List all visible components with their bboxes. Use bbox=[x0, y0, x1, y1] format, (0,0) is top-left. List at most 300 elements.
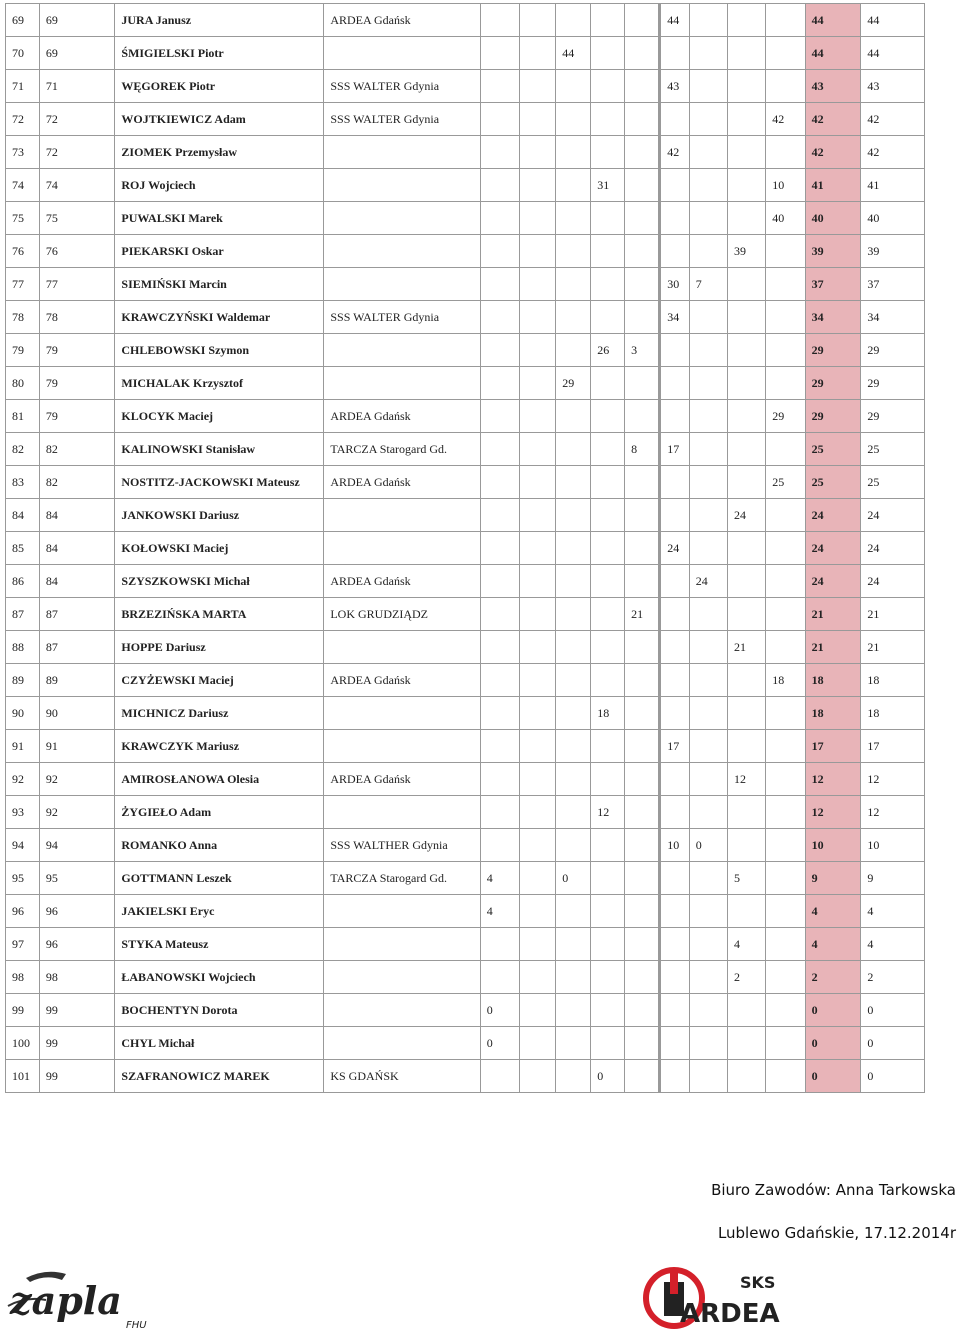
table-cell: 76 bbox=[6, 235, 40, 268]
table-cell bbox=[480, 664, 519, 697]
table-cell: 21 bbox=[805, 598, 861, 631]
table-cell bbox=[480, 202, 519, 235]
table-cell bbox=[661, 631, 689, 664]
table-cell bbox=[727, 664, 765, 697]
table-cell: 44 bbox=[805, 4, 861, 37]
table-cell: 96 bbox=[6, 895, 40, 928]
table-cell: 25 bbox=[861, 466, 925, 499]
table-cell bbox=[520, 136, 556, 169]
table-cell: SSS WALTER Gdynia bbox=[324, 103, 480, 136]
table-cell: 37 bbox=[805, 268, 861, 301]
table-cell: 96 bbox=[39, 928, 114, 961]
table-cell bbox=[556, 1027, 591, 1060]
table-row bbox=[6, 499, 925, 532]
table-cell: 74 bbox=[6, 169, 40, 202]
table-cell bbox=[766, 4, 805, 37]
table-cell: 42 bbox=[766, 103, 805, 136]
table-cell bbox=[661, 202, 689, 235]
table-cell: ZIOMEK Przemysław bbox=[115, 136, 324, 169]
table-cell bbox=[324, 37, 480, 70]
table-cell bbox=[625, 697, 659, 730]
table-cell: 12 bbox=[805, 796, 861, 829]
zapla-logo-sub: FHU bbox=[126, 1320, 147, 1330]
table-cell bbox=[689, 796, 727, 829]
table-cell: 42 bbox=[805, 136, 861, 169]
table-cell bbox=[625, 994, 659, 1027]
table-row bbox=[6, 862, 925, 895]
table-cell: TARCZA Starogard Gd. bbox=[324, 862, 480, 895]
table-cell bbox=[661, 664, 689, 697]
table-cell: 71 bbox=[39, 70, 114, 103]
table-cell bbox=[591, 829, 625, 862]
table-cell bbox=[520, 169, 556, 202]
table-cell: 87 bbox=[39, 631, 114, 664]
table-cell bbox=[689, 730, 727, 763]
table-cell: 34 bbox=[805, 301, 861, 334]
table-cell bbox=[727, 1027, 765, 1060]
table-cell bbox=[480, 565, 519, 598]
table-cell: 44 bbox=[861, 37, 925, 70]
table-cell bbox=[324, 796, 480, 829]
table-cell: 7 bbox=[689, 268, 727, 301]
table-cell: 12 bbox=[727, 763, 765, 796]
table-cell: WOJTKIEWICZ Adam bbox=[115, 103, 324, 136]
table-cell: 87 bbox=[6, 598, 40, 631]
table-cell bbox=[727, 466, 765, 499]
table-cell: 24 bbox=[861, 565, 925, 598]
table-cell bbox=[689, 433, 727, 466]
table-cell bbox=[625, 961, 659, 994]
table-cell: 4 bbox=[861, 928, 925, 961]
table-cell: 99 bbox=[39, 1060, 114, 1093]
table-cell bbox=[556, 631, 591, 664]
table-cell bbox=[591, 565, 625, 598]
table-cell: ARDEA Gdańsk bbox=[324, 664, 480, 697]
table-cell bbox=[591, 367, 625, 400]
table-cell: ŁABANOWSKI Wojciech bbox=[115, 961, 324, 994]
table-cell bbox=[480, 796, 519, 829]
table-cell bbox=[661, 928, 689, 961]
table-cell bbox=[591, 136, 625, 169]
table-cell bbox=[766, 499, 805, 532]
table-cell bbox=[324, 532, 480, 565]
table-cell bbox=[689, 928, 727, 961]
table-cell bbox=[661, 400, 689, 433]
table-cell: 25 bbox=[861, 433, 925, 466]
table-cell bbox=[591, 466, 625, 499]
table-cell bbox=[689, 334, 727, 367]
table-cell bbox=[520, 1027, 556, 1060]
table-cell: 42 bbox=[805, 103, 861, 136]
table-cell: 39 bbox=[727, 235, 765, 268]
table-cell bbox=[625, 169, 659, 202]
table-cell bbox=[324, 1027, 480, 1060]
table-cell: 0 bbox=[861, 1027, 925, 1060]
table-cell: 29 bbox=[861, 400, 925, 433]
table-cell: 12 bbox=[861, 763, 925, 796]
table-cell bbox=[766, 1060, 805, 1093]
table-cell bbox=[591, 103, 625, 136]
table-cell: 91 bbox=[6, 730, 40, 763]
table-cell bbox=[480, 70, 519, 103]
table-cell bbox=[661, 895, 689, 928]
table-cell: 17 bbox=[861, 730, 925, 763]
table-cell: 2 bbox=[805, 961, 861, 994]
table-cell bbox=[625, 763, 659, 796]
table-cell: 69 bbox=[39, 37, 114, 70]
table-cell bbox=[625, 928, 659, 961]
table-cell bbox=[556, 334, 591, 367]
table-cell: 25 bbox=[766, 466, 805, 499]
table-cell: 24 bbox=[861, 499, 925, 532]
table-cell: 72 bbox=[39, 136, 114, 169]
table-cell: SZAFRANOWICZ MAREK bbox=[115, 1060, 324, 1093]
table-cell: 8 bbox=[625, 433, 659, 466]
table-cell bbox=[480, 730, 519, 763]
table-cell bbox=[480, 400, 519, 433]
table-cell: SZYSZKOWSKI Michał bbox=[115, 565, 324, 598]
table-cell bbox=[520, 103, 556, 136]
table-cell: 17 bbox=[661, 433, 689, 466]
table-cell: 30 bbox=[661, 268, 689, 301]
table-cell: JAKIELSKI Eryc bbox=[115, 895, 324, 928]
table-cell bbox=[591, 202, 625, 235]
table-cell bbox=[766, 37, 805, 70]
table-row bbox=[6, 169, 925, 202]
table-cell bbox=[727, 895, 765, 928]
table-cell: 24 bbox=[805, 565, 861, 598]
table-cell: PIEKARSKI Oskar bbox=[115, 235, 324, 268]
table-cell bbox=[520, 895, 556, 928]
table-cell: 99 bbox=[39, 1027, 114, 1060]
table-cell: 42 bbox=[661, 136, 689, 169]
table-cell: 95 bbox=[6, 862, 40, 895]
table-cell bbox=[727, 334, 765, 367]
ardea-logo bbox=[640, 1264, 790, 1330]
table-cell: 4 bbox=[805, 895, 861, 928]
table-cell bbox=[689, 1060, 727, 1093]
table-cell bbox=[520, 565, 556, 598]
table-cell: 21 bbox=[727, 631, 765, 664]
table-cell bbox=[625, 301, 659, 334]
table-cell: 17 bbox=[805, 730, 861, 763]
table-cell bbox=[766, 829, 805, 862]
table-row bbox=[6, 235, 925, 268]
table-cell bbox=[480, 499, 519, 532]
table-cell bbox=[625, 664, 659, 697]
table-cell: JURA Janusz bbox=[115, 4, 324, 37]
table-cell bbox=[556, 895, 591, 928]
table-cell: SIEMIŃSKI Marcin bbox=[115, 268, 324, 301]
table-cell bbox=[766, 235, 805, 268]
table-cell bbox=[727, 829, 765, 862]
table-cell bbox=[766, 796, 805, 829]
table-cell bbox=[766, 70, 805, 103]
table-cell bbox=[625, 136, 659, 169]
table-cell bbox=[556, 961, 591, 994]
table-cell: NOSTITZ-JACKOWSKI Mateusz bbox=[115, 466, 324, 499]
table-cell bbox=[727, 4, 765, 37]
table-cell: 0 bbox=[591, 1060, 625, 1093]
table-cell bbox=[625, 796, 659, 829]
table-cell bbox=[625, 4, 659, 37]
table-cell: 98 bbox=[6, 961, 40, 994]
table-cell: 92 bbox=[39, 763, 114, 796]
table-cell: 71 bbox=[6, 70, 40, 103]
table-cell: ŚMIGIELSKI Piotr bbox=[115, 37, 324, 70]
table-cell: 4 bbox=[805, 928, 861, 961]
table-cell bbox=[766, 301, 805, 334]
table-cell: 0 bbox=[861, 994, 925, 1027]
table-cell bbox=[480, 697, 519, 730]
table-cell bbox=[625, 829, 659, 862]
table-cell bbox=[661, 367, 689, 400]
table-cell bbox=[591, 1027, 625, 1060]
table-cell bbox=[591, 4, 625, 37]
table-cell bbox=[727, 37, 765, 70]
table-cell bbox=[661, 1060, 689, 1093]
table-cell: 84 bbox=[6, 499, 40, 532]
table-cell bbox=[661, 697, 689, 730]
table-cell: 25 bbox=[805, 433, 861, 466]
table-cell: 2 bbox=[861, 961, 925, 994]
table-cell bbox=[556, 433, 591, 466]
table-cell bbox=[591, 961, 625, 994]
table-cell: WĘGOREK Piotr bbox=[115, 70, 324, 103]
table-cell bbox=[324, 928, 480, 961]
table-cell: 0 bbox=[480, 994, 519, 1027]
table-cell bbox=[520, 631, 556, 664]
table-cell: 24 bbox=[805, 532, 861, 565]
table-cell bbox=[556, 598, 591, 631]
table-cell bbox=[766, 730, 805, 763]
table-cell bbox=[591, 664, 625, 697]
table-cell bbox=[689, 598, 727, 631]
table-cell: KRAWCZYŃSKI Waldemar bbox=[115, 301, 324, 334]
table-cell bbox=[520, 961, 556, 994]
table-cell: 78 bbox=[39, 301, 114, 334]
table-cell bbox=[556, 4, 591, 37]
table-cell bbox=[625, 565, 659, 598]
table-cell: 21 bbox=[861, 598, 925, 631]
table-cell: 26 bbox=[591, 334, 625, 367]
table-cell: SSS WALTHER Gdynia bbox=[324, 829, 480, 862]
table-cell: 29 bbox=[766, 400, 805, 433]
table-cell bbox=[520, 400, 556, 433]
table-cell: 74 bbox=[39, 169, 114, 202]
table-cell bbox=[661, 499, 689, 532]
table-cell: 81 bbox=[6, 400, 40, 433]
table-cell: KALINOWSKI Stanisław bbox=[115, 433, 324, 466]
table-cell: BOCHENTYN Dorota bbox=[115, 994, 324, 1027]
table-cell: 4 bbox=[480, 862, 519, 895]
table-cell bbox=[520, 928, 556, 961]
table-cell bbox=[689, 499, 727, 532]
table-cell bbox=[766, 334, 805, 367]
table-cell: ROMANKO Anna bbox=[115, 829, 324, 862]
table-cell: 18 bbox=[861, 664, 925, 697]
table-cell bbox=[591, 433, 625, 466]
table-cell: 98 bbox=[39, 961, 114, 994]
table-cell: BRZEZIŃSKA MARTA bbox=[115, 598, 324, 631]
table-cell: 31 bbox=[591, 169, 625, 202]
table-cell: 43 bbox=[861, 70, 925, 103]
table-cell: 18 bbox=[805, 664, 861, 697]
table-row bbox=[6, 4, 925, 37]
table-cell bbox=[556, 268, 591, 301]
table-cell: 29 bbox=[805, 400, 861, 433]
table-cell bbox=[625, 70, 659, 103]
table-cell bbox=[625, 862, 659, 895]
table-cell: 79 bbox=[39, 334, 114, 367]
table-cell: 44 bbox=[556, 37, 591, 70]
table-cell: 37 bbox=[861, 268, 925, 301]
table-cell bbox=[727, 796, 765, 829]
table-cell: 88 bbox=[6, 631, 40, 664]
table-cell: 92 bbox=[6, 763, 40, 796]
table-cell: 83 bbox=[6, 466, 40, 499]
table-cell: 24 bbox=[861, 532, 925, 565]
table-cell bbox=[625, 466, 659, 499]
table-cell bbox=[324, 895, 480, 928]
table-cell: 90 bbox=[39, 697, 114, 730]
table-cell bbox=[591, 37, 625, 70]
table-cell: ARDEA Gdańsk bbox=[324, 400, 480, 433]
table-cell bbox=[766, 136, 805, 169]
table-cell bbox=[480, 37, 519, 70]
table-cell: 84 bbox=[39, 499, 114, 532]
table-cell bbox=[591, 928, 625, 961]
table-cell: JANKOWSKI Dariusz bbox=[115, 499, 324, 532]
table-cell bbox=[766, 268, 805, 301]
table-cell bbox=[324, 268, 480, 301]
table-cell bbox=[324, 136, 480, 169]
table-cell: SSS WALTER Gdynia bbox=[324, 70, 480, 103]
table-cell bbox=[625, 202, 659, 235]
table-cell bbox=[727, 301, 765, 334]
table-cell bbox=[625, 235, 659, 268]
table-row bbox=[6, 301, 925, 334]
table-cell: KOŁOWSKI Maciej bbox=[115, 532, 324, 565]
table-cell bbox=[324, 235, 480, 268]
table-cell bbox=[689, 37, 727, 70]
table-cell: 29 bbox=[805, 367, 861, 400]
table-cell bbox=[324, 697, 480, 730]
table-cell: 40 bbox=[805, 202, 861, 235]
table-cell bbox=[689, 466, 727, 499]
table-cell bbox=[661, 334, 689, 367]
table-cell bbox=[324, 334, 480, 367]
table-cell bbox=[727, 565, 765, 598]
table-cell: 5 bbox=[727, 862, 765, 895]
table-cell: CHYL Michał bbox=[115, 1027, 324, 1060]
table-row bbox=[6, 697, 925, 730]
table-cell bbox=[625, 367, 659, 400]
table-cell: PUWALSKI Marek bbox=[115, 202, 324, 235]
table-cell bbox=[689, 367, 727, 400]
table-cell bbox=[556, 763, 591, 796]
table-cell bbox=[520, 862, 556, 895]
table-cell bbox=[661, 565, 689, 598]
table-cell: 10 bbox=[805, 829, 861, 862]
table-row bbox=[6, 994, 925, 1027]
table-cell: 21 bbox=[805, 631, 861, 664]
table-cell bbox=[520, 994, 556, 1027]
table-cell: 21 bbox=[861, 631, 925, 664]
table-row bbox=[6, 631, 925, 664]
table-cell: 18 bbox=[591, 697, 625, 730]
ardea-logo-top: SKS bbox=[740, 1273, 776, 1292]
table-cell bbox=[661, 796, 689, 829]
table-cell: 18 bbox=[861, 697, 925, 730]
table-cell bbox=[689, 532, 727, 565]
table-cell bbox=[480, 334, 519, 367]
table-cell bbox=[766, 631, 805, 664]
table-cell bbox=[480, 961, 519, 994]
table-cell: 86 bbox=[6, 565, 40, 598]
table-cell: ARDEA Gdańsk bbox=[324, 4, 480, 37]
table-cell: 76 bbox=[39, 235, 114, 268]
table-cell bbox=[556, 499, 591, 532]
table-cell: ARDEA Gdańsk bbox=[324, 763, 480, 796]
table-cell: LOK GRUDZIĄDZ bbox=[324, 598, 480, 631]
table-cell bbox=[520, 763, 556, 796]
table-cell bbox=[766, 862, 805, 895]
table-cell bbox=[520, 367, 556, 400]
table-cell: 89 bbox=[6, 664, 40, 697]
table-cell bbox=[520, 829, 556, 862]
table-cell: 82 bbox=[6, 433, 40, 466]
table-cell bbox=[556, 1060, 591, 1093]
table-row bbox=[6, 895, 925, 928]
table-cell: 95 bbox=[39, 862, 114, 895]
table-cell bbox=[556, 664, 591, 697]
table-cell bbox=[689, 631, 727, 664]
table-cell: 94 bbox=[6, 829, 40, 862]
table-cell bbox=[625, 499, 659, 532]
table-cell bbox=[661, 862, 689, 895]
table-row bbox=[6, 202, 925, 235]
table-cell bbox=[689, 994, 727, 1027]
table-row bbox=[6, 103, 925, 136]
table-cell: 69 bbox=[6, 4, 40, 37]
table-cell: 40 bbox=[766, 202, 805, 235]
table-cell bbox=[661, 961, 689, 994]
table-cell: 0 bbox=[805, 1027, 861, 1060]
table-cell bbox=[324, 169, 480, 202]
table-cell bbox=[556, 202, 591, 235]
table-cell: 9 bbox=[861, 862, 925, 895]
table-cell: 39 bbox=[805, 235, 861, 268]
table-cell bbox=[556, 400, 591, 433]
table-cell bbox=[480, 433, 519, 466]
table-cell bbox=[689, 697, 727, 730]
table-cell: 97 bbox=[6, 928, 40, 961]
table-cell bbox=[625, 1027, 659, 1060]
table-cell bbox=[727, 532, 765, 565]
table-cell bbox=[625, 895, 659, 928]
table-cell: 4 bbox=[480, 895, 519, 928]
table-cell bbox=[766, 994, 805, 1027]
table-cell bbox=[591, 763, 625, 796]
table-cell bbox=[556, 532, 591, 565]
table-cell: 44 bbox=[661, 4, 689, 37]
table-cell bbox=[727, 136, 765, 169]
table-row bbox=[6, 796, 925, 829]
table-cell bbox=[727, 994, 765, 1027]
table-cell bbox=[480, 301, 519, 334]
table-cell: 72 bbox=[6, 103, 40, 136]
